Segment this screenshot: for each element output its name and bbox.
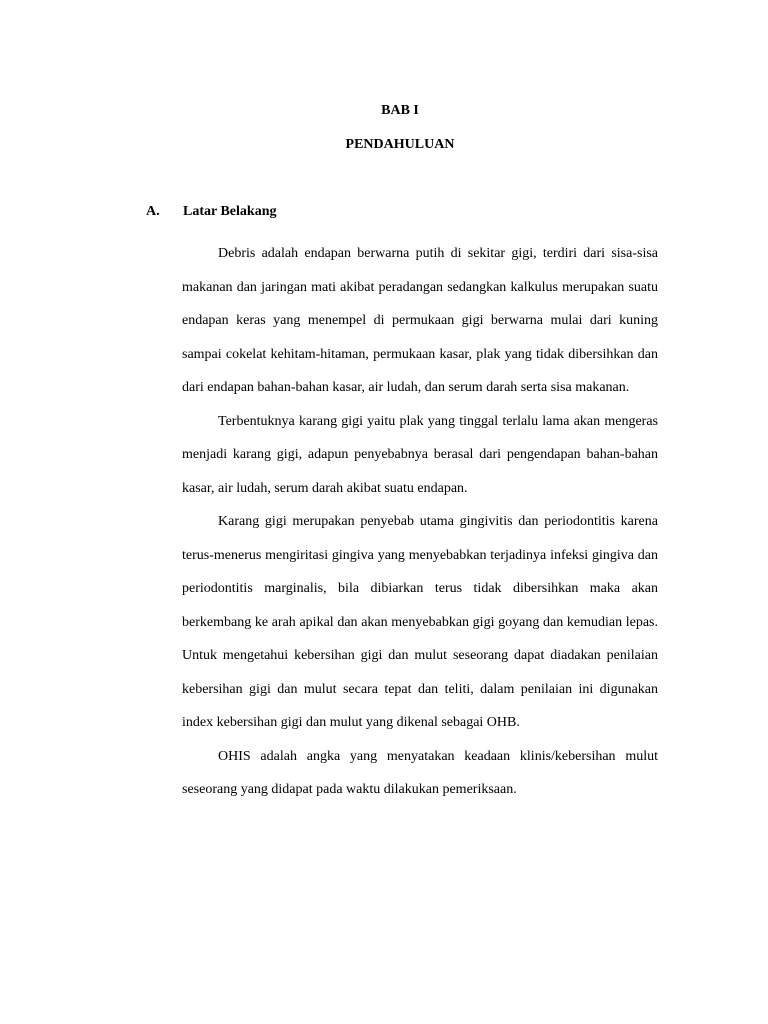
chapter-title: BAB I (381, 103, 419, 118)
document-body (182, 237, 658, 807)
chapter-subtitle: PENDAHULUAN (345, 137, 455, 152)
section-title: Latar Belakang (183, 204, 277, 219)
paragraph: Terbentuknya karang gigi yaitu plak yang tinggal terlalu lama akan mengeras menjadi karang gigi, adapun penyebabnya berasal dari pengendapan bahan-bahan kasar, air ludah, serum darah akibat suatu endapan. (182, 413, 658, 496)
paragraph: Karang gigi merupakan penyebab utama gingivitis dan periodontitis karena terus-menerus mengiritasi gingiva yang menyebabkan terjadinya infeksi gingiva dan periodontitis marginalis, bila dibiarkan terus tidak dibersihkan maka akan berkembang ke arah apikal dan akan menyebabkan gigi goyang dan kemudian lepas. Untuk mengetahui kebersihan gigi dan mulut seseorang dapat diadakan penilaian kebersihan gigi dan mulut secara tepat dan teliti, dalam penilaian ini digunakan index kebersihan gigi dan mulut yang dikenal sebagai OHB. (182, 514, 658, 730)
paragraph: Debris adalah endapan berwarna putih di sekitar gigi, terdiri dari sisa-sisa makanan dan jaringan mati akibat peradangan sedangkan kalkulus merupakan suatu endapan keras yang menempel di permukaan gigi berwarna mulai dari kuning sampai cokelat kehitam-hitaman, permukaan kasar, plak yang tidak dibersihkan dan dari endapan bahan-bahan kasar, air ludah, dan serum darah serta sisa makanan. (182, 246, 658, 395)
paragraph: OHIS adalah angka yang menyatakan keadaan klinis/kebersihan mulut seseorang yang didapat pada waktu dilakukan pemeriksaan. (182, 748, 658, 797)
section-number: A. (146, 204, 160, 219)
section-heading (146, 204, 276, 220)
